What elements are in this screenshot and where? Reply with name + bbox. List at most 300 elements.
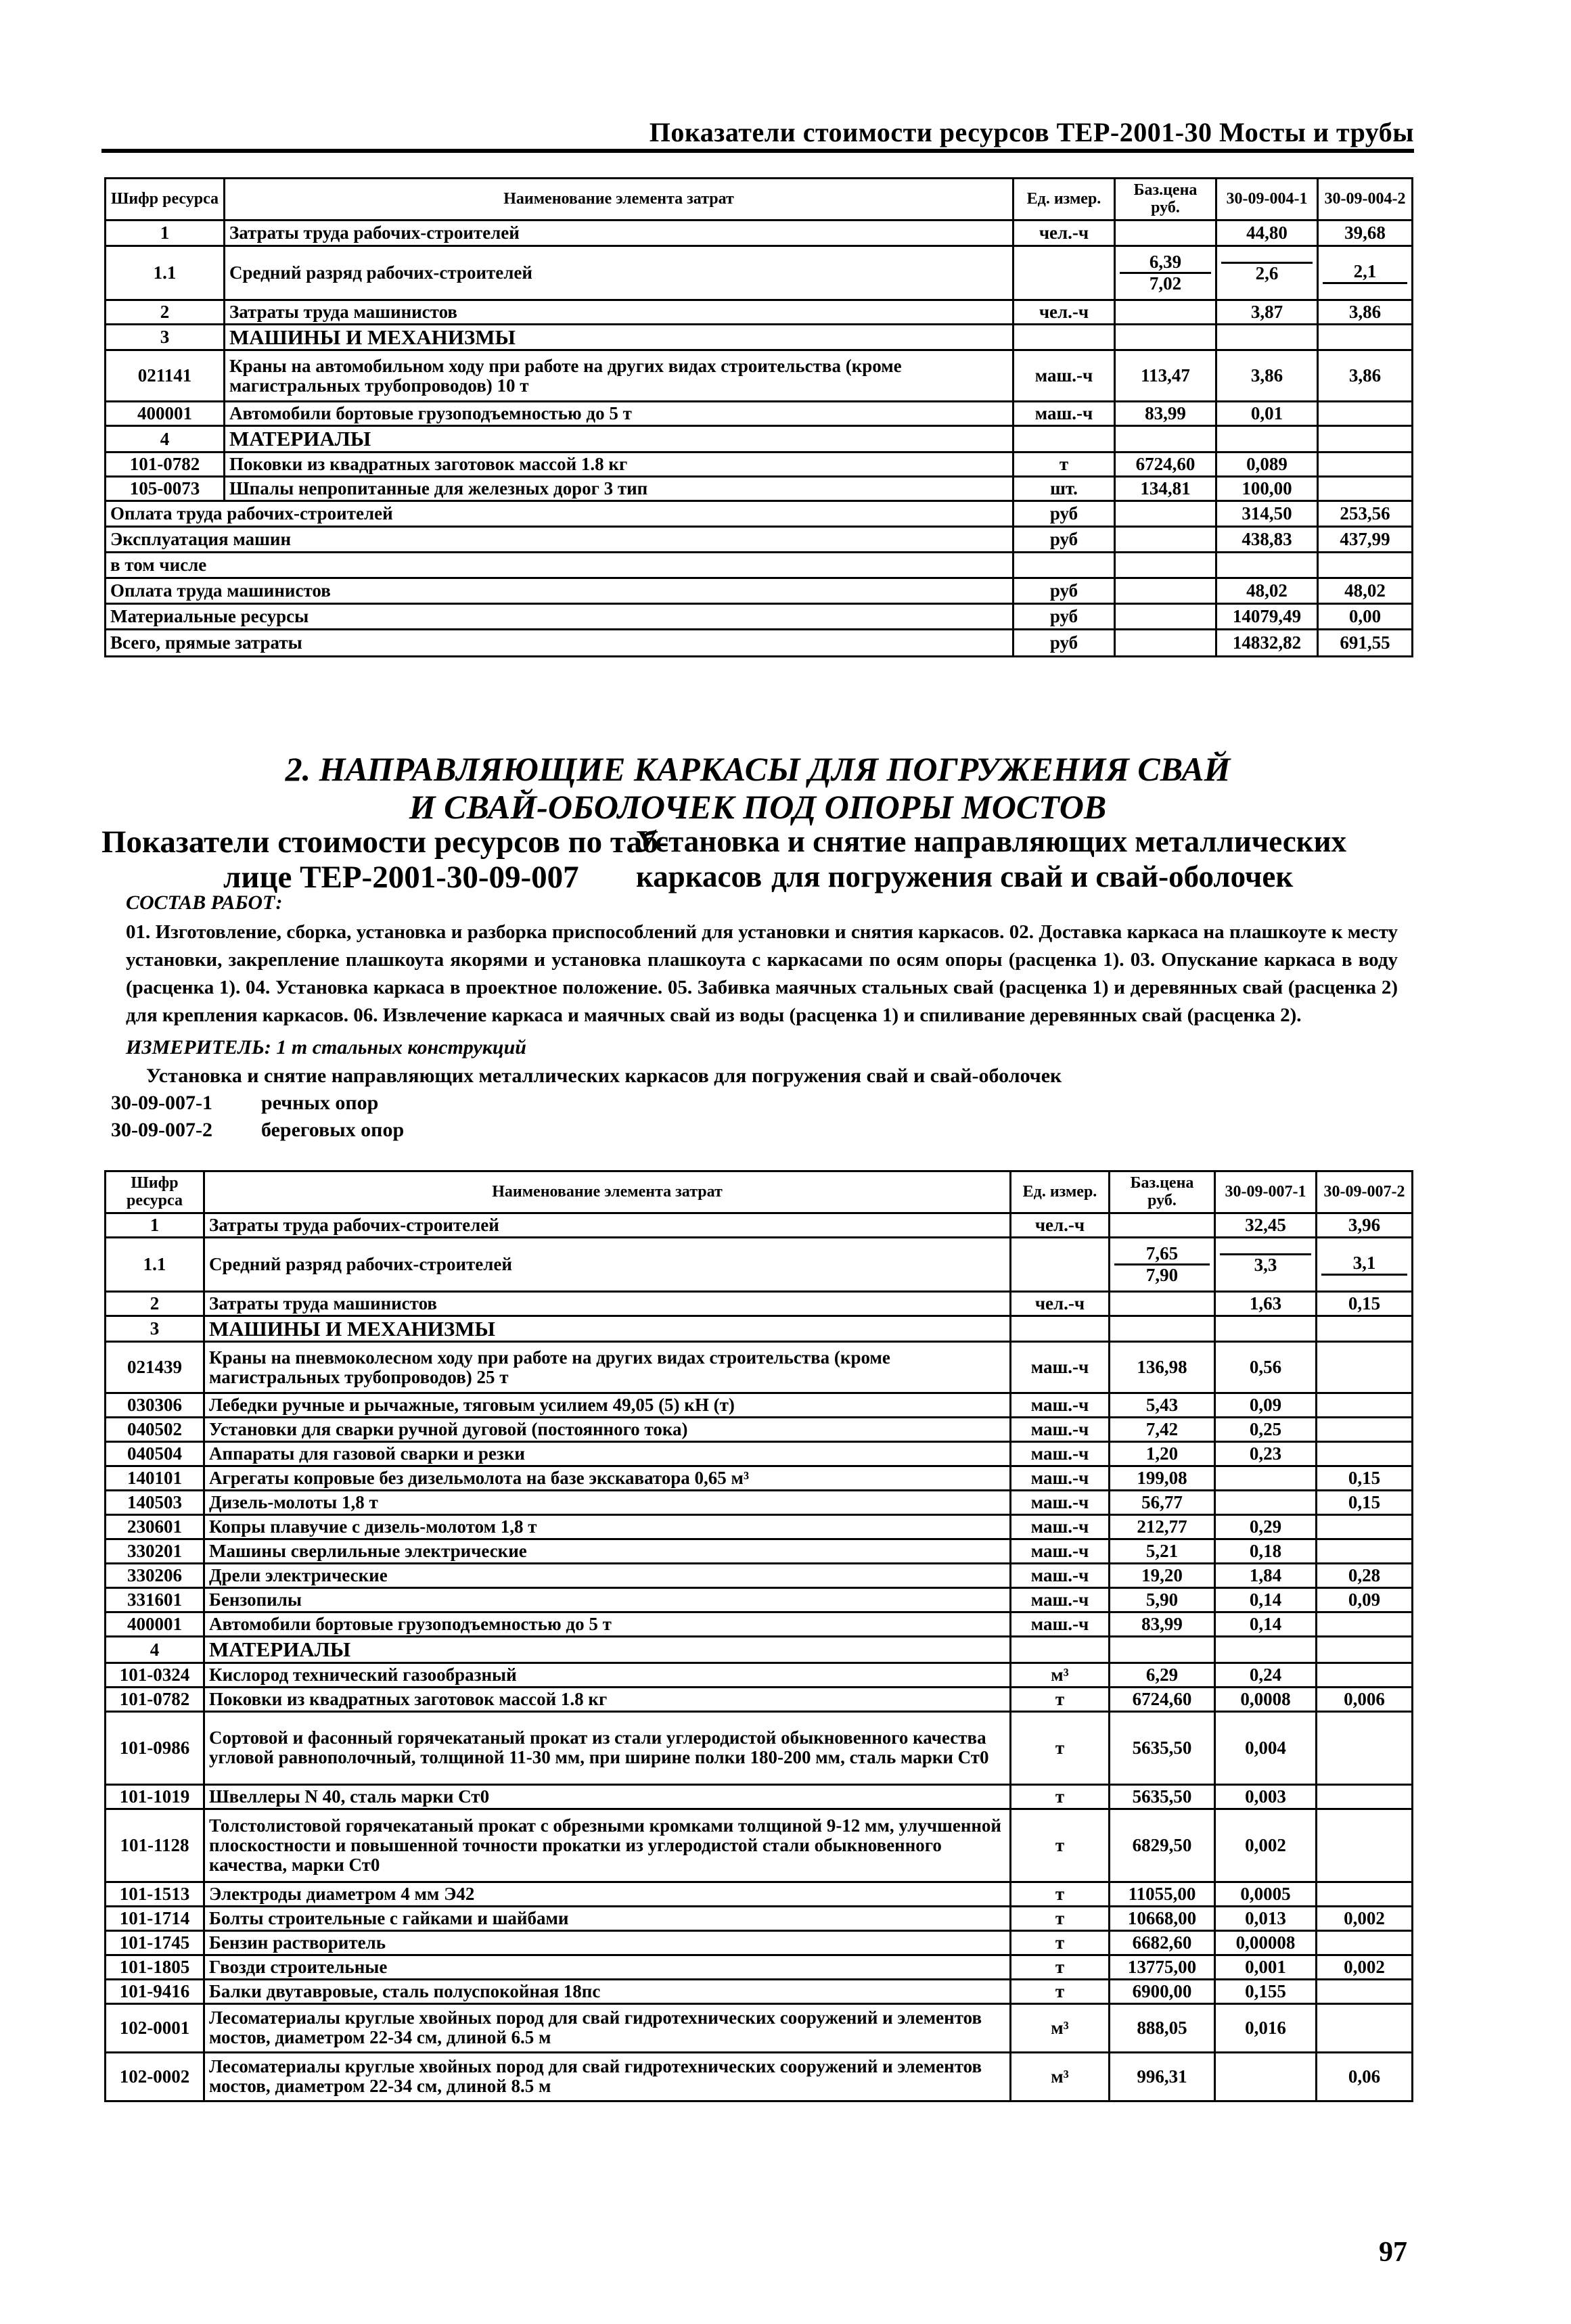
caption-right-2: для погружения свай и свай-оболочек [771, 860, 1294, 893]
row-code: 101-1745 [106, 1930, 204, 1955]
row-code: 1.1 [106, 246, 225, 300]
row-value1: 0,001 [1215, 1955, 1317, 1979]
composition-text: 01. Изготовление, сборка, установка и разборка приспособлений для установки и снятия каркасов. 02. Доставка каркаса на плашкоуте к месту установки, закрепление плашкоута якорями и установка плашкоута с каркасами по осям опоры (расценка 1). 03. Опускание каркаса в воду (расценка 1). 04. Установка каркаса в проектное положение. 05. Забивка маячных стальных свай (расценка 1) и деревянных свай (расценка 2) для крепления каркасов. 06. Извлечение каркаса и маячных свай из воды (расценка 1) и спиливание деревянных свай (расценка 2). [126, 921, 1398, 1026]
total-price [1115, 526, 1216, 552]
table-row [106, 1292, 1413, 1316]
table-row [106, 1515, 1413, 1539]
row-price: 5,90 [1110, 1588, 1215, 1612]
row-name: Дизель-молоты 1,8 т [204, 1491, 1011, 1515]
row-code: 230601 [106, 1515, 204, 1539]
total-value2: 253,56 [1318, 501, 1413, 526]
grade-value2: 3,1 [1352, 1253, 1376, 1274]
row-price: 56,77 [1110, 1491, 1215, 1515]
table-row [106, 402, 1413, 426]
table-row [106, 1882, 1413, 1906]
row-name: Автомобили бортовые грузоподъемностью до 5 т [204, 1612, 1011, 1637]
row-value2: 39,68 [1318, 220, 1413, 246]
row-code: 101-1714 [106, 1906, 204, 1930]
variant-code: 30-09-007-2 [111, 1119, 212, 1141]
page-number: 97 [1379, 2237, 1407, 2268]
page-header: Показатели стоимости ресурсов ТЕР-2001-30 Мосты и трубы [649, 117, 1414, 147]
grade-value1: 2,6 [1221, 262, 1313, 283]
table-header-row [106, 179, 1413, 220]
row-value1 [1216, 325, 1318, 350]
row-value2 [1317, 1809, 1413, 1882]
row-value1: 0,003 [1215, 1784, 1317, 1809]
row-code: 101-9416 [106, 1979, 204, 2003]
variant-1 [111, 1092, 378, 1115]
row-code: 101-0324 [106, 1663, 204, 1687]
row-value2: 0,09 [1317, 1588, 1413, 1612]
row-value2 [1317, 1316, 1413, 1342]
total-value1: 14079,49 [1216, 603, 1318, 629]
row-name: МАШИНЫ И МЕХАНИЗМЫ [204, 1316, 1011, 1342]
row-unit: м³ [1011, 1663, 1110, 1687]
row-price: 1,20 [1110, 1442, 1215, 1466]
table-row [106, 1588, 1413, 1612]
row-value1: 0,01 [1216, 402, 1318, 426]
row-name: Шпалы непропитанные для железных дорог 3 тип [225, 476, 1014, 501]
col-unit-header: Ед. измер. [1011, 1171, 1110, 1213]
row-value2 [1318, 325, 1413, 350]
row-code: 102-0001 [106, 2003, 204, 2052]
grade-price-top: 7,65 [1145, 1242, 1179, 1263]
col-price-header: Баз.цена руб. [1115, 179, 1216, 220]
row-name: Гвозди строительные [204, 1955, 1011, 1979]
row-name: Краны на пневмоколесном ходу при работе на других видах строительства (кроме магистральных трубопроводов) 25 т [204, 1342, 1011, 1393]
table-row [106, 1316, 1413, 1342]
row-value1: 3,86 [1216, 350, 1318, 402]
table-row [106, 1906, 1413, 1930]
total-price [1115, 501, 1216, 526]
total-unit: руб [1014, 501, 1115, 526]
table-row [106, 476, 1413, 501]
row-value2: 0,002 [1317, 1955, 1413, 1979]
row-unit: маш.-ч [1011, 1418, 1110, 1442]
row-price: 19,20 [1110, 1564, 1215, 1588]
table-row [106, 1784, 1413, 1809]
row-value2: 0,002 [1317, 1906, 1413, 1930]
row-name: Копры плавучие с дизель-молотом 1,8 т [204, 1515, 1011, 1539]
table-row [106, 1930, 1413, 1955]
row-unit [1011, 1316, 1110, 1342]
row-unit: т [1011, 1882, 1110, 1906]
row-unit [1011, 1637, 1110, 1663]
total-value1: 438,83 [1216, 526, 1318, 552]
row-value2: 0,15 [1317, 1491, 1413, 1515]
row-name: Средний разряд рабочих-строителей [225, 246, 1014, 300]
col-value1-header: 30-09-007-1 [1215, 1171, 1317, 1213]
grade-value2: 2,1 [1353, 261, 1377, 282]
grade-value2-cell [1318, 246, 1413, 300]
row-price: 5635,50 [1110, 1784, 1215, 1809]
row-name: Бензопилы [204, 1588, 1011, 1612]
row-name: Автомобили бортовые грузоподъемностью до 5 т [225, 402, 1014, 426]
row-unit: чел.-ч [1014, 220, 1115, 246]
row-unit [1014, 246, 1115, 300]
row-code: 330206 [106, 1564, 204, 1588]
row-unit: маш.-ч [1011, 1588, 1110, 1612]
row-value1: 0,089 [1216, 452, 1318, 476]
table-row-grade [106, 246, 1413, 300]
table-row [106, 1393, 1413, 1418]
row-value1: 0,14 [1215, 1612, 1317, 1637]
col-value2-header: 30-09-004-2 [1318, 179, 1413, 220]
row-value2 [1317, 1711, 1413, 1784]
total-value2: 437,99 [1318, 526, 1413, 552]
table-row [106, 1466, 1413, 1491]
header-rule [101, 149, 1414, 153]
row-name: Затраты труда рабочих-строителей [225, 220, 1014, 246]
row-value1: 0,016 [1215, 2003, 1317, 2052]
row-name: Аппараты для газовой сварки и резки [204, 1442, 1011, 1466]
row-code: 400001 [106, 402, 225, 426]
resource-table-1 [104, 177, 1413, 657]
row-price: 6724,60 [1110, 1687, 1215, 1711]
row-unit: т [1011, 1979, 1110, 2003]
row-price: 7,42 [1110, 1418, 1215, 1442]
row-price: 6724,60 [1115, 452, 1216, 476]
row-value1: 1,63 [1215, 1292, 1317, 1316]
row-name: Затраты труда машинистов [225, 300, 1014, 325]
row-name: Сортовой и фасонный горячекатаный прокат из стали углеродистой обыкновенного качества угловой равнополочный, толщиной 11-30 мм, при ширине полки 180-200 мм, сталь марки Ст0 [204, 1711, 1011, 1784]
row-price: 83,99 [1115, 402, 1216, 426]
row-unit: маш.-ч [1011, 1466, 1110, 1491]
total-row [106, 629, 1413, 656]
table-row [106, 1687, 1413, 1711]
row-unit: т [1011, 1930, 1110, 1955]
col-code-header: Шифр ресурса [106, 179, 225, 220]
col-price-header: Баз.цена руб. [1110, 1171, 1215, 1213]
row-unit: м³ [1011, 2052, 1110, 2101]
row-value1 [1216, 426, 1318, 452]
row-value1: 0,0005 [1215, 1882, 1317, 1906]
row-name: Лебедки ручные и рычажные, тяговым усилием 49,05 (5) кН (т) [204, 1393, 1011, 1418]
col-unit-header: Ед. измер. [1014, 179, 1115, 220]
row-price: 6900,00 [1110, 1979, 1215, 2003]
row-price: 212,77 [1110, 1515, 1215, 1539]
row-name: Машины сверлильные электрические [204, 1539, 1011, 1564]
row-value1: 3,87 [1216, 300, 1318, 325]
row-price: 6,29 [1110, 1663, 1215, 1687]
row-code: 101-1128 [106, 1809, 204, 1882]
row-value2: 3,96 [1317, 1213, 1413, 1238]
row-name: Затраты труда рабочих-строителей [204, 1213, 1011, 1238]
row-value1 [1215, 1637, 1317, 1663]
grade-value1-cell [1215, 1238, 1317, 1292]
row-code: 400001 [106, 1612, 204, 1637]
row-value1: 1,84 [1215, 1564, 1317, 1588]
row-value1: 0,24 [1215, 1663, 1317, 1687]
grade-value2-empty [1323, 282, 1407, 284]
variant-label: береговых опор [261, 1119, 405, 1141]
table-caption [101, 824, 1414, 898]
total-unit: руб [1014, 629, 1115, 656]
total-name: Эксплуатация машин [106, 526, 1014, 552]
total-value2: 48,02 [1318, 578, 1413, 603]
composition-heading: СОСТАВ РАБОТ: [126, 891, 283, 914]
total-unit: руб [1014, 603, 1115, 629]
col-value2-header: 30-09-007-2 [1317, 1171, 1413, 1213]
row-name: Средний разряд рабочих-строителей [204, 1238, 1011, 1292]
row-price: 6682,60 [1110, 1930, 1215, 1955]
total-price [1115, 629, 1216, 656]
row-unit: т [1011, 1687, 1110, 1711]
row-price: 888,05 [1110, 2003, 1215, 2052]
row-code: 101-1019 [106, 1784, 204, 1809]
row-unit: маш.-ч [1011, 1515, 1110, 1539]
row-code: 4 [106, 1637, 204, 1663]
table-header-row [106, 1171, 1413, 1213]
measurer: ИЗМЕРИТЕЛЬ: 1 т стальных конструкций [126, 1036, 526, 1059]
row-code: 040502 [106, 1418, 204, 1442]
row-value2: 0,28 [1317, 1564, 1413, 1588]
row-name: Лесоматериалы круглые хвойных пород для свай гидротехнических сооружений и элементов мостов, диаметром 22-34 см, длиной 8.5 м [204, 2052, 1011, 2101]
total-price [1115, 578, 1216, 603]
table-row [106, 1213, 1413, 1238]
row-value2: 3,86 [1318, 300, 1413, 325]
table-row [106, 1539, 1413, 1564]
row-name: Бензин растворитель [204, 1930, 1011, 1955]
row-unit: маш.-ч [1011, 1612, 1110, 1637]
grade-value2-cell [1317, 1238, 1413, 1292]
row-value1: 0,09 [1215, 1393, 1317, 1418]
total-row [106, 501, 1413, 526]
row-unit [1014, 325, 1115, 350]
col-name-header: Наименование элемента затрат [225, 179, 1014, 220]
row-name: Поковки из квадратных заготовок массой 1.8 кг [204, 1687, 1011, 1711]
row-value1: 0,14 [1215, 1588, 1317, 1612]
row-name: Дрели электрические [204, 1564, 1011, 1588]
row-value1: 0,002 [1215, 1809, 1317, 1882]
row-price: 13775,00 [1110, 1955, 1215, 1979]
row-unit: т [1011, 1784, 1110, 1809]
row-unit: маш.-ч [1014, 402, 1115, 426]
row-name: Толстолистовой горячекатаный прокат с обрезными кромками толщиной 9-12 мм, улучшенной плоскостности и повышенной точности прокатки из углеродистой стали обыкновенного качества, марки Ст0 [204, 1809, 1011, 1882]
row-price [1110, 1213, 1215, 1238]
row-value1: 0,23 [1215, 1442, 1317, 1466]
row-name: Электроды диаметром 4 мм Э42 [204, 1882, 1011, 1906]
row-value1 [1215, 1491, 1317, 1515]
row-value2 [1318, 426, 1413, 452]
row-price: 996,31 [1110, 2052, 1215, 2101]
row-unit: маш.-ч [1011, 1564, 1110, 1588]
row-code: 140503 [106, 1491, 204, 1515]
row-unit: т [1011, 1906, 1110, 1930]
row-price: 11055,00 [1110, 1882, 1215, 1906]
row-value1: 100,00 [1216, 476, 1318, 501]
row-code: 4 [106, 426, 225, 452]
row-unit: чел.-ч [1011, 1213, 1110, 1238]
total-value1: 48,02 [1216, 578, 1318, 603]
grade-value1: 3,3 [1220, 1253, 1311, 1275]
row-value2 [1317, 1882, 1413, 1906]
row-code: 3 [106, 1316, 204, 1342]
table-row [106, 1711, 1413, 1784]
row-value1 [1215, 2052, 1317, 2101]
table-row [106, 426, 1413, 452]
row-price [1115, 300, 1216, 325]
row-price [1115, 426, 1216, 452]
row-code: 330201 [106, 1539, 204, 1564]
row-price: 5635,50 [1110, 1711, 1215, 1784]
col-value1-header: 30-09-004-1 [1216, 179, 1318, 220]
table-subtitle: Установка и снятие направляющих металлических каркасов для погружения свай и свай-оболочек [146, 1065, 1062, 1087]
row-value2 [1317, 1442, 1413, 1466]
row-value2: 3,86 [1318, 350, 1413, 402]
grade-price-cell [1110, 1238, 1215, 1292]
row-price [1110, 1292, 1215, 1316]
row-name: МАШИНЫ И МЕХАНИЗМЫ [225, 325, 1014, 350]
row-code: 101-0782 [106, 452, 225, 476]
table-row [106, 1637, 1413, 1663]
row-unit: м³ [1011, 2003, 1110, 2052]
row-price: 199,08 [1110, 1466, 1215, 1491]
section-title-line2: И СВАЙ-ОБОЛОЧЕК ПОД ОПОРЫ МОСТОВ [409, 788, 1107, 826]
row-unit: т [1011, 1809, 1110, 1882]
row-value2 [1317, 1342, 1413, 1393]
table-row [106, 1979, 1413, 2003]
table-row [106, 2052, 1413, 2101]
row-value2 [1317, 2003, 1413, 2052]
row-name: Балки двутавровые, сталь полуспокойная 18пс [204, 1979, 1011, 2003]
row-value1 [1215, 1466, 1317, 1491]
row-unit: маш.-ч [1011, 1442, 1110, 1466]
row-value2 [1318, 452, 1413, 476]
total-name: Оплата труда машинистов [106, 578, 1014, 603]
total-value2: 691,55 [1318, 629, 1413, 656]
row-value2 [1318, 476, 1413, 501]
row-price: 5,21 [1110, 1539, 1215, 1564]
table-row [106, 300, 1413, 325]
row-code: 030306 [106, 1393, 204, 1418]
total-value2: 0,00 [1318, 603, 1413, 629]
row-value1 [1215, 1316, 1317, 1342]
total-row [106, 578, 1413, 603]
table-row [106, 1955, 1413, 1979]
row-value1: 0,25 [1215, 1418, 1317, 1442]
row-price: 83,99 [1110, 1612, 1215, 1637]
table-row [106, 325, 1413, 350]
total-name: Оплата труда рабочих-строителей [106, 501, 1014, 526]
table-row [106, 1342, 1413, 1393]
row-value2 [1317, 1539, 1413, 1564]
row-value1: 0,00008 [1215, 1930, 1317, 1955]
row-price: 113,47 [1115, 350, 1216, 402]
table-row [106, 1564, 1413, 1588]
total-name: Всего, прямые затраты [106, 629, 1014, 656]
row-unit: маш.-ч [1014, 350, 1115, 402]
row-code: 2 [106, 300, 225, 325]
row-code: 2 [106, 1292, 204, 1316]
row-price: 134,81 [1115, 476, 1216, 501]
total-row [106, 526, 1413, 552]
row-name: МАТЕРИАЛЫ [204, 1637, 1011, 1663]
row-value2 [1317, 1515, 1413, 1539]
row-price [1110, 1637, 1215, 1663]
row-code: 3 [106, 325, 225, 350]
row-name: Поковки из квадратных заготовок массой 1.8 кг [225, 452, 1014, 476]
row-name: Лесоматериалы круглые хвойных пород для свай гидротехнических сооружений и элементов мостов, диаметром 22-34 см, длиной 6.5 м [204, 2003, 1011, 2052]
row-code: 105-0073 [106, 476, 225, 501]
row-value2 [1317, 1784, 1413, 1809]
total-value2 [1318, 552, 1413, 578]
total-row [106, 552, 1413, 578]
row-unit [1014, 426, 1115, 452]
row-unit: маш.-ч [1011, 1539, 1110, 1564]
total-price [1115, 603, 1216, 629]
row-code: 1 [106, 220, 225, 246]
row-price: 6829,50 [1110, 1809, 1215, 1882]
row-value2 [1317, 1637, 1413, 1663]
row-value1: 0,0008 [1215, 1687, 1317, 1711]
total-value1: 314,50 [1216, 501, 1318, 526]
row-value2: 0,15 [1317, 1292, 1413, 1316]
row-price [1115, 220, 1216, 246]
total-price [1115, 552, 1216, 578]
row-name: Кислород технический газообразный [204, 1663, 1011, 1687]
row-value1: 32,45 [1215, 1213, 1317, 1238]
table-row-grade [106, 1238, 1413, 1292]
row-value2 [1317, 1930, 1413, 1955]
row-name: Швеллеры N 40, сталь марки Ст0 [204, 1784, 1011, 1809]
variant-label: речных опор [261, 1092, 379, 1114]
row-price: 10668,00 [1110, 1906, 1215, 1930]
row-code: 331601 [106, 1588, 204, 1612]
row-unit: маш.-ч [1011, 1342, 1110, 1393]
caption-left-2: лице ТЕР-2001-30-09-007 [223, 860, 579, 895]
row-code: 021439 [106, 1342, 204, 1393]
total-value1: 14832,82 [1216, 629, 1318, 656]
row-name: Агрегаты копровые без дизельмолота на базе экскаватора 0,65 м³ [204, 1466, 1011, 1491]
row-unit: шт. [1014, 476, 1115, 501]
table-row [106, 452, 1413, 476]
row-code: 101-0782 [106, 1687, 204, 1711]
table-row [106, 2003, 1413, 2052]
table-row [106, 1612, 1413, 1637]
row-value2 [1317, 1418, 1413, 1442]
row-value1: 0,29 [1215, 1515, 1317, 1539]
row-unit: маш.-ч [1011, 1393, 1110, 1418]
table-row [106, 1418, 1413, 1442]
row-value1: 0,18 [1215, 1539, 1317, 1564]
row-unit: чел.-ч [1011, 1292, 1110, 1316]
row-name: Болты строительные с гайками и шайбами [204, 1906, 1011, 1930]
table-row [106, 1442, 1413, 1466]
grade-price-top: 6,39 [1149, 251, 1182, 272]
row-value2: 0,006 [1317, 1687, 1413, 1711]
section-title-line1: 2. НАПРАВЛЯЮЩИЕ КАРКАСЫ ДЛЯ ПОГРУЖЕНИЯ СВАЙ [285, 750, 1231, 788]
variant-2 [111, 1119, 404, 1142]
row-code: 1 [106, 1213, 204, 1238]
row-price: 136,98 [1110, 1342, 1215, 1393]
total-name: в том числе [106, 552, 1014, 578]
total-unit: руб [1014, 526, 1115, 552]
col-code-header: Шифр ресурса [106, 1171, 204, 1213]
row-value1: 0,004 [1215, 1711, 1317, 1784]
row-value1: 0,56 [1215, 1342, 1317, 1393]
row-price: 5,43 [1110, 1393, 1215, 1418]
row-unit: т [1011, 1955, 1110, 1979]
table-row [106, 1809, 1413, 1882]
row-value2 [1317, 1979, 1413, 2003]
row-unit [1011, 1238, 1110, 1292]
row-value2: 0,15 [1317, 1466, 1413, 1491]
row-code: 101-0986 [106, 1711, 204, 1784]
col-name-header: Наименование элемента затрат [204, 1171, 1011, 1213]
caption-right-1: Установка и снятие направляющих металлических каркасов [636, 824, 1347, 893]
grade-price-bottom: 7,90 [1114, 1263, 1210, 1285]
